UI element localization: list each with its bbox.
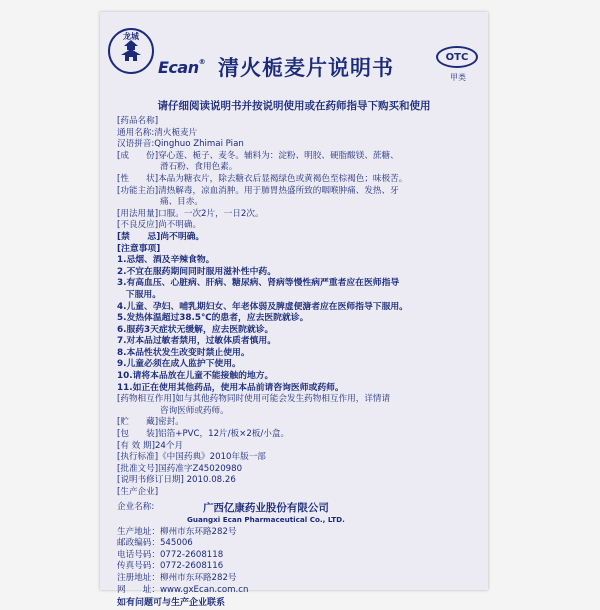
instruction-line: [药品名称] — [117, 116, 159, 126]
otc-badge: OTC — [436, 46, 478, 68]
instruction-line: [不良反应]尚不明确。 — [117, 220, 202, 231]
instruction-line: 痛、目赤。 — [117, 197, 203, 208]
instruction-line: [成 份]穿心莲、栀子、麦冬。辅料为：淀粉、明胶、硬脂酸镁、蔗糖、 — [117, 150, 399, 161]
manufacturer-label: 企业名称: — [117, 501, 155, 512]
instruction-line: [贮 藏]密封。 — [117, 417, 184, 428]
instruction-line: 8.本品性状发生改变时禁止使用。 — [117, 347, 250, 358]
instruction-line: 汉语拼音:Qinghuo Zhimai Pian — [117, 139, 244, 150]
instruction-line: 通用名称:清火栀麦片 — [117, 127, 198, 138]
instruction-line: 11.如正在使用其他药品，使用本品前请咨询医师或药师。 — [117, 382, 344, 393]
contact-line: 网 址：www.gxEcan.com.cn — [117, 584, 249, 595]
contact-line: 传真号码：0772-2608116 — [117, 561, 224, 572]
header — [100, 12, 488, 90]
usage-notice: 请仔细阅读说明书并按说明使用或在药师指导下购买和使用 — [157, 100, 431, 112]
instruction-line: 9.儿童必须在成人监护下使用。 — [117, 359, 241, 370]
brand-logo: Ecan® — [158, 58, 206, 77]
instruction-line: 7.对本品过敏者禁用，过敏体质者慎用。 — [117, 336, 277, 347]
instruction-line: [用法用量]口服。一次2片，一日2次。 — [117, 208, 264, 219]
instruction-sheet — [100, 12, 488, 609]
manufacturer-name-en: Guangxi Ecan Pharmaceutical Co., LTD. — [187, 514, 345, 524]
instruction-line: 4.儿童、孕妇、哺乳期妇女、年老体弱及脾虚便溏者应在医师指导下服用。 — [117, 301, 408, 312]
instruction-line: [说明书修订日期] 2010.08.26 — [117, 475, 236, 486]
contact-line: 电话号码：0772-2608118 — [117, 549, 224, 560]
instruction-line: 3.有高血压、心脏病、肝病、糖尿病、肾病等慢性病严重者应在医师指导 — [117, 278, 400, 289]
instruction-line: 咨询医师或药师。 — [117, 405, 229, 416]
instruction-line: 10.请将本品放在儿童不能接触的地方。 — [117, 371, 274, 382]
instruction-line: [性 状]本品为糖衣片，除去糖衣后显褐绿色或黄褐色至棕褐色；味极苦。 — [117, 173, 408, 184]
brand-seal-text: 龙城 — [123, 32, 139, 41]
instruction-line: [禁 忌]尚不明确。 — [117, 231, 205, 242]
instruction-lines — [117, 116, 479, 499]
instruction-line: [批准文号]国药准字Z45020980 — [117, 463, 243, 474]
contact-line: 邮政编码：545006 — [117, 538, 193, 549]
instruction-line: [药物相互作用]如与其他药物同时使用可能会发生药物相互作用，详情请 — [117, 394, 391, 405]
instruction-body — [117, 116, 479, 610]
instruction-line: [有 效 期]24个月 — [117, 440, 184, 451]
instruction-line: [功能主治]清热解毒，凉血消肿。用于肺胃热盛所致的咽喉肿痛、发热、牙 — [117, 185, 399, 196]
instruction-line: 6.服药3天症状无缓解，应去医院就诊。 — [117, 324, 274, 335]
document-title: 清火栀麦片说明书 — [218, 56, 394, 80]
instruction-line: 滑石粉、食用色素。 — [117, 162, 238, 173]
manufacturer-block — [117, 502, 479, 525]
instruction-line: 1.忌烟、酒及辛辣食物。 — [117, 255, 215, 266]
brand-name: Ecan — [158, 58, 199, 77]
instruction-line: [包 装]铝箔+PVC，12片/板×2板/小盒。 — [117, 429, 290, 440]
brand-seal-icon — [108, 28, 154, 74]
contact-line: 注册地址：柳州市东环路282号 — [117, 572, 237, 583]
instruction-line: 5.发热体温超过38.5℃的患者，应去医院就诊。 — [117, 313, 309, 324]
instruction-line: 2.不宜在服药期间同时服用滋补性中药。 — [117, 266, 277, 277]
contact-line: 生产地址：柳州市东环路282号 — [117, 526, 237, 537]
instruction-line: [注意事项] — [117, 243, 161, 254]
instruction-line: [执行标准]《中国药典》2010年版一部 — [117, 452, 266, 463]
otc-class-label: 甲类 — [450, 73, 466, 82]
footer-note: 如有问题可与生产企业联系 — [117, 598, 226, 609]
instruction-line: 下服用。 — [117, 289, 161, 300]
contact-list — [117, 527, 479, 597]
manufacturer-name: 广西亿康药业股份有限公司 — [202, 501, 329, 514]
instruction-line: [生产企业] — [117, 487, 159, 497]
